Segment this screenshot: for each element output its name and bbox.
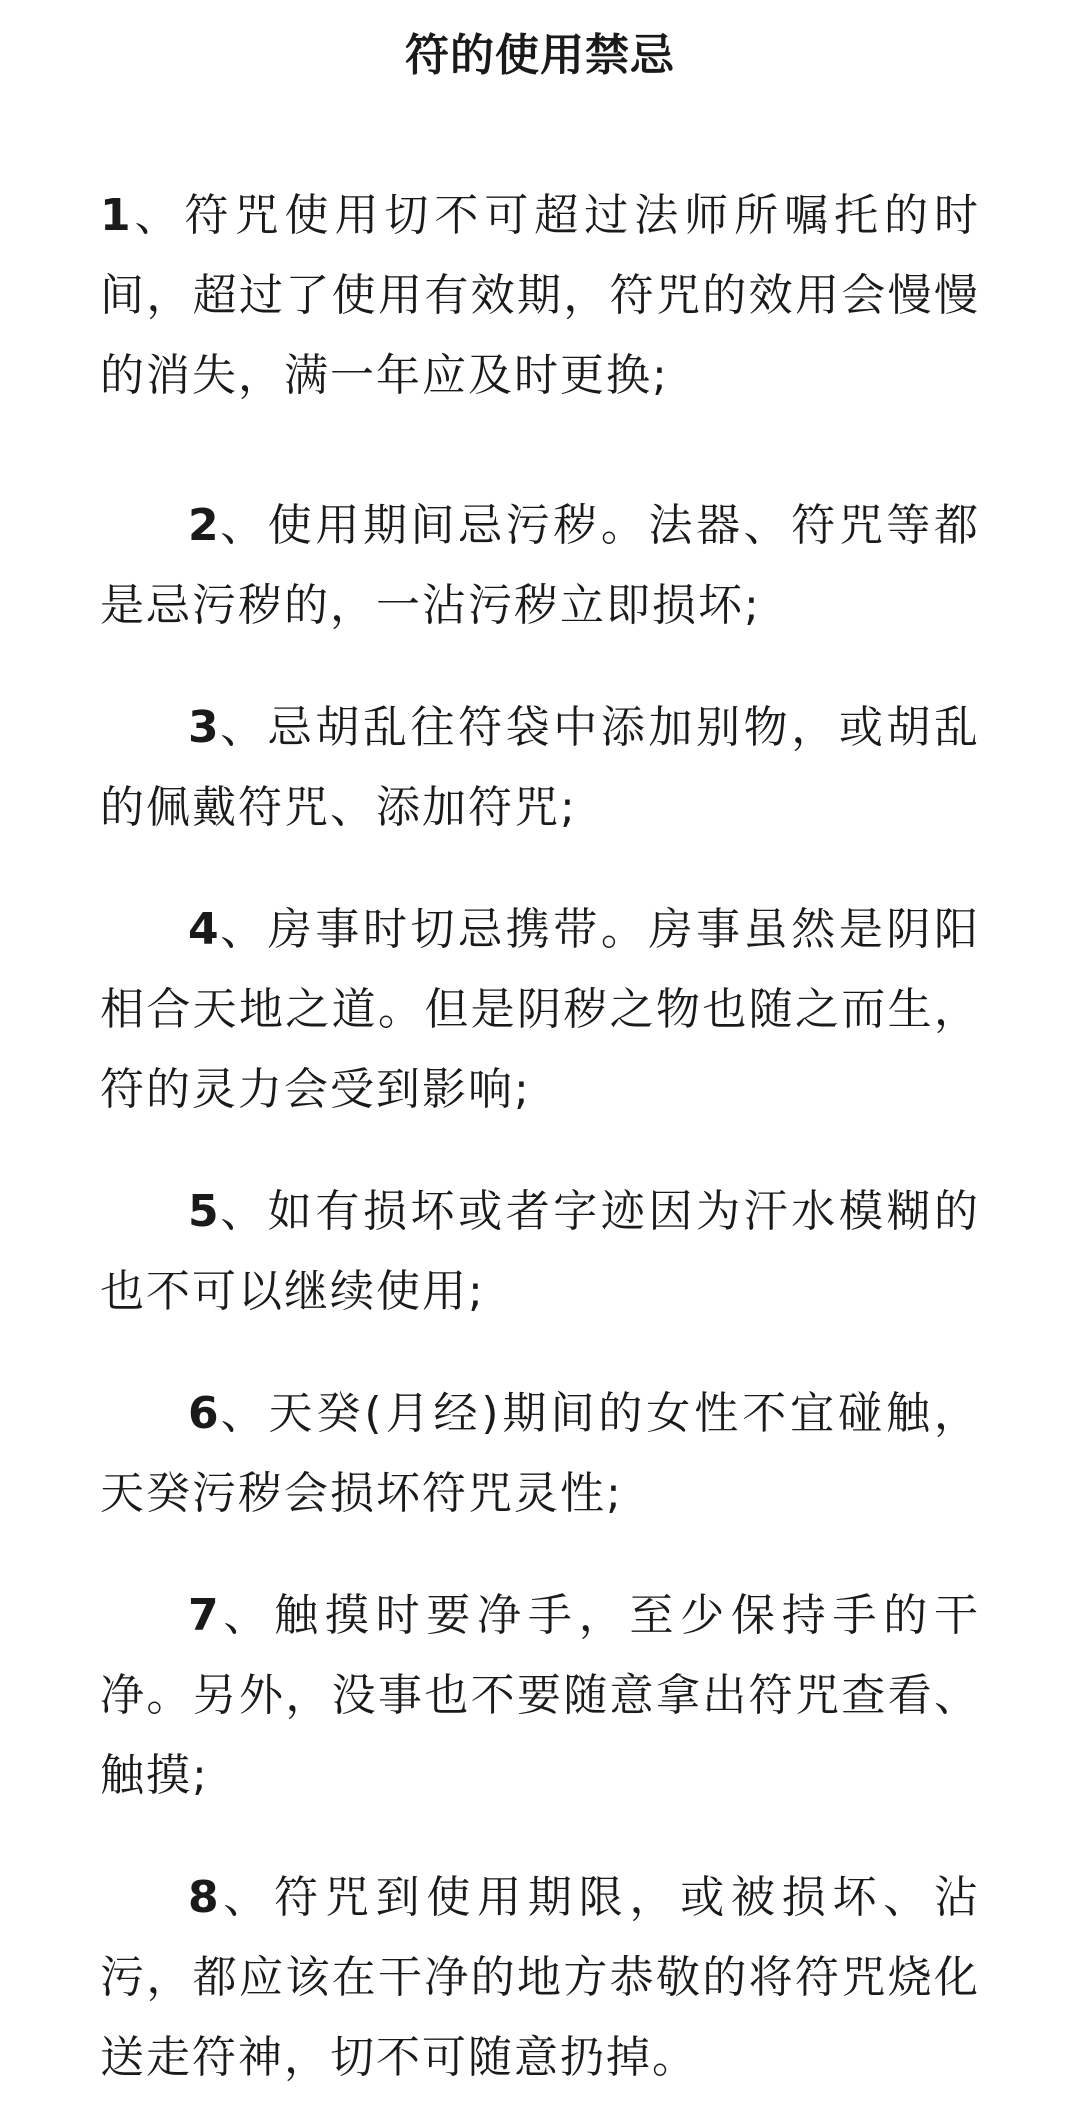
rule-number: 8	[188, 1872, 219, 1923]
rule-text: 、使用期间忌污秽。法器、符咒等都是忌污秽的，一沾污秽立即损坏;	[100, 500, 980, 631]
rule-item-5	[100, 1172, 980, 1332]
rule-number: 2	[188, 500, 219, 551]
rule-item-7	[100, 1576, 980, 1816]
rule-text: 、符咒到使用期限，或被损坏、沾污，都应该在干净的地方恭敬的将符咒烧化送走符神，切不可随意扔掉。	[100, 1872, 980, 2083]
rule-text: 、天癸(月经)期间的女性不宜碰触，天癸污秽会损坏符咒灵性;	[100, 1388, 980, 1519]
rule-text: 、触摸时要净手，至少保持手的干净。另外，没事也不要随意拿出符咒查看、触摸;	[100, 1590, 980, 1801]
rule-text: 、房事时切忌携带。房事虽然是阴阳相合天地之道。但是阴秽之物也随之而生，符的灵力会受到影响;	[100, 904, 980, 1115]
rule-number: 3	[188, 702, 219, 753]
rule-number: 4	[188, 904, 219, 955]
rule-item-4	[100, 890, 980, 1130]
rule-item-8	[100, 1858, 980, 2098]
rule-list	[100, 176, 980, 2098]
rule-number: 1	[100, 190, 131, 241]
rule-number: 5	[188, 1186, 219, 1237]
rule-text: 、忌胡乱往符袋中添加别物，或胡乱的佩戴符咒、添加符咒;	[100, 702, 980, 833]
rule-number: 7	[188, 1590, 219, 1641]
page-title: 符的使用禁忌	[405, 30, 675, 81]
rule-text: 、如有损坏或者字迹因为汗水模糊的也不可以继续使用;	[100, 1186, 980, 1317]
rule-item-6	[100, 1374, 980, 1534]
rule-item-3	[100, 688, 980, 848]
rule-item-2	[100, 486, 980, 646]
rule-item-1	[100, 176, 980, 416]
rule-number: 6	[188, 1388, 219, 1439]
rule-text: 、符咒使用切不可超过法师所嘱托的时间，超过了使用有效期，符咒的效用会慢慢的消失，满一年应及时更换;	[100, 190, 980, 401]
